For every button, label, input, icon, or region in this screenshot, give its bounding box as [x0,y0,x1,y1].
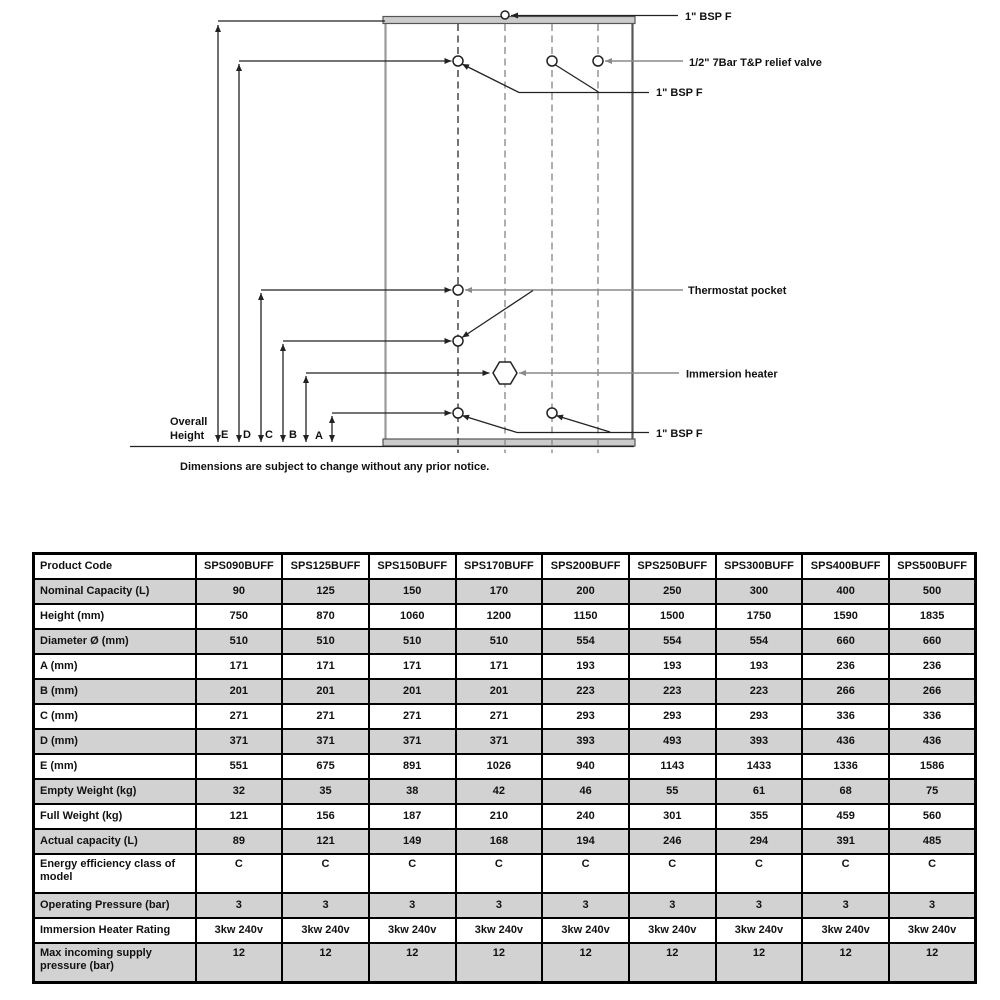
spec-value-cell: 266 [889,679,976,704]
spec-value-cell: 3kw 240v [629,918,716,943]
callout-upper-bsp-label: 1" BSP F [656,87,703,99]
spec-value-cell: 393 [716,729,803,754]
spec-value-cell: 1586 [889,754,976,779]
spec-value-cell: 371 [282,729,369,754]
spec-value-cell: 3kw 240v [369,918,456,943]
spec-value-cell: 1835 [889,604,976,629]
immersion-heater-boss [493,362,517,384]
table-row [34,754,976,779]
spec-value-cell: 3kw 240v [542,918,629,943]
row-label: Energy efficiency class of model [34,854,196,893]
spec-value-cell: 3 [889,893,976,918]
spec-value-cell: 236 [889,654,976,679]
row-label-header: Product Code [34,554,196,580]
spec-value-cell: 510 [282,629,369,654]
spec-value-cell: 271 [196,704,283,729]
column-header: SPS125BUFF [282,554,369,580]
spec-value-cell: 3 [716,893,803,918]
row-label: Immersion Heater Rating [34,918,196,943]
row-label: Operating Pressure (bar) [34,893,196,918]
column-header: SPS500BUFF [889,554,976,580]
overall-height-label-line2: Height [170,430,205,442]
column-header: SPS090BUFF [196,554,283,580]
column-header: SPS300BUFF [716,554,803,580]
spec-value-cell: C [542,854,629,893]
spec-value-cell: 12 [196,943,283,983]
spec-value-cell: 12 [542,943,629,983]
row-label: Empty Weight (kg) [34,779,196,804]
spec-value-cell: 510 [456,629,543,654]
spec-value-cell: 675 [282,754,369,779]
pipe-fitting-circle [547,56,557,66]
spec-value-cell: 170 [456,579,543,604]
spec-value-cell: 32 [196,779,283,804]
spec-value-cell: 3kw 240v [196,918,283,943]
spec-table [32,552,977,984]
spec-value-cell: 660 [889,629,976,654]
spec-value-cell: 3 [456,893,543,918]
spec-value-cell: 46 [542,779,629,804]
table-row [34,679,976,704]
dimensions-disclaimer: Dimensions are subject to change without any prior notice. [180,461,490,473]
spec-value-cell: 485 [889,829,976,854]
table-row [34,779,976,804]
spec-value-cell: 90 [196,579,283,604]
spec-value-cell: 194 [542,829,629,854]
spec-value-cell: 1750 [716,604,803,629]
spec-value-cell: 150 [369,579,456,604]
spec-value-cell: 3kw 240v [456,918,543,943]
spec-value-cell: 294 [716,829,803,854]
spec-value-cell: 393 [542,729,629,754]
pipe-fitting-circle [453,408,463,418]
spec-value-cell: 336 [802,704,889,729]
spec-value-cell: 1336 [802,754,889,779]
row-label: Actual capacity (L) [34,829,196,854]
row-label: A (mm) [34,654,196,679]
spec-value-cell: 3 [282,893,369,918]
spec-value-cell: 68 [802,779,889,804]
dimension-letter-b: B [289,429,297,441]
spec-value-cell: 371 [196,729,283,754]
spec-value-cell: 121 [282,829,369,854]
spec-value-cell: 271 [282,704,369,729]
tank-base [383,439,635,446]
spec-value-cell: 125 [282,579,369,604]
spec-value-cell: 554 [542,629,629,654]
spec-value-cell: 35 [282,779,369,804]
spec-value-cell: 271 [456,704,543,729]
spec-value-cell: 436 [802,729,889,754]
spec-value-cell: 510 [196,629,283,654]
row-label: Max incoming supply pressure (bar) [34,943,196,983]
spec-value-cell: 554 [629,629,716,654]
spec-value-cell: 1060 [369,604,456,629]
pipe-fitting-circle [453,336,463,346]
spec-value-cell: 870 [282,604,369,629]
callout-thermostat-label: Thermostat pocket [688,285,787,297]
spec-value-cell: 400 [802,579,889,604]
column-header: SPS170BUFF [456,554,543,580]
table-row [34,729,976,754]
spec-value-cell: 660 [802,629,889,654]
spec-value-cell: 3 [802,893,889,918]
row-label: D (mm) [34,729,196,754]
spec-value-cell: C [716,854,803,893]
spec-value-cell: 3 [196,893,283,918]
spec-value-cell: C [196,854,283,893]
spec-value-cell: 42 [456,779,543,804]
dimension-lines [218,21,490,442]
spec-value-cell: 266 [802,679,889,704]
spec-value-cell: 293 [629,704,716,729]
spec-value-cell: 1590 [802,604,889,629]
spec-value-cell: 55 [629,779,716,804]
spec-value-cell: 293 [542,704,629,729]
spec-value-cell: 201 [282,679,369,704]
pipe-fitting-circle [547,408,557,418]
spec-value-cell: C [369,854,456,893]
spec-value-cell: 293 [716,704,803,729]
spec-value-cell: 459 [802,804,889,829]
spec-value-cell: 1433 [716,754,803,779]
column-header: SPS250BUFF [629,554,716,580]
spec-value-cell: 940 [542,754,629,779]
pipe-fitting-circle [501,11,509,19]
spec-value-cell: 75 [889,779,976,804]
spec-value-cell: 3kw 240v [889,918,976,943]
spec-value-cell: 1200 [456,604,543,629]
spec-value-cell: 336 [889,704,976,729]
spec-value-cell: 1500 [629,604,716,629]
spec-value-cell: 500 [889,579,976,604]
callout-immersion-label: Immersion heater [686,368,778,381]
callout-top-bsp-label: 1" BSP F [685,11,732,23]
table-row [34,654,976,679]
table-row [34,629,976,654]
spec-value-cell: 200 [542,579,629,604]
spec-value-cell: 1150 [542,604,629,629]
callout-bottom-bsp-label: 1" BSP F [656,428,703,440]
spec-value-cell: 156 [282,804,369,829]
spec-value-cell: 240 [542,804,629,829]
spec-value-cell: 193 [716,654,803,679]
dimension-letter-a: A [315,430,323,442]
table-row [34,704,976,729]
spec-value-cell: 246 [629,829,716,854]
row-label: B (mm) [34,679,196,704]
spec-value-cell: 436 [889,729,976,754]
spec-value-cell: 510 [369,629,456,654]
spec-value-cell: 12 [716,943,803,983]
spec-value-cell: 210 [456,804,543,829]
spec-value-cell: 187 [369,804,456,829]
dimension-letter-e: E [221,429,229,441]
spec-value-cell: 223 [542,679,629,704]
dimension-letter-c: C [265,429,273,441]
row-label: Nominal Capacity (L) [34,579,196,604]
spec-value-cell: 250 [629,579,716,604]
spec-value-cell: 12 [889,943,976,983]
spec-value-cell: 236 [802,654,889,679]
spec-value-cell: 223 [629,679,716,704]
spec-value-cell: 371 [456,729,543,754]
callout-relief-valve-label: 1/2" 7Bar T&P relief valve [689,57,822,69]
spec-value-cell: 61 [716,779,803,804]
spec-value-cell: 1143 [629,754,716,779]
spec-value-cell: 193 [629,654,716,679]
spec-value-cell: 371 [369,729,456,754]
spec-value-cell: 3kw 240v [282,918,369,943]
row-label: E (mm) [34,754,196,779]
spec-value-cell: 201 [369,679,456,704]
spec-value-cell: 201 [456,679,543,704]
spec-value-cell: 560 [889,804,976,829]
column-header: SPS200BUFF [542,554,629,580]
row-label: Full Weight (kg) [34,804,196,829]
spec-value-cell: 193 [542,654,629,679]
spec-value-cell: 12 [629,943,716,983]
table-row [34,829,976,854]
spec-value-cell: 551 [196,754,283,779]
spec-value-cell: C [456,854,543,893]
spec-value-cell: 12 [456,943,543,983]
row-label: Diameter Ø (mm) [34,629,196,654]
spec-value-cell: 300 [716,579,803,604]
table-row [34,804,976,829]
spec-value-cell: 12 [282,943,369,983]
spec-value-cell: 201 [196,679,283,704]
spec-value-cell: 171 [196,654,283,679]
column-header: SPS150BUFF [369,554,456,580]
spec-value-cell: 223 [716,679,803,704]
spec-value-cell: 301 [629,804,716,829]
spec-value-cell: 355 [716,804,803,829]
spec-value-cell: 391 [802,829,889,854]
spec-value-cell: 3 [629,893,716,918]
spec-value-cell: C [802,854,889,893]
row-label: Height (mm) [34,604,196,629]
table-row [34,893,976,918]
pipe-fitting-circle [593,56,603,66]
dimension-letter-d: D [243,429,251,441]
spec-value-cell: 3kw 240v [802,918,889,943]
spec-value-cell: 38 [369,779,456,804]
spec-value-cell: C [282,854,369,893]
table-row [34,943,976,983]
spec-value-cell: 171 [369,654,456,679]
spec-value-cell: 89 [196,829,283,854]
spec-value-cell: C [889,854,976,893]
spec-value-cell: 1026 [456,754,543,779]
spec-value-cell: 171 [456,654,543,679]
spec-value-cell: 121 [196,804,283,829]
spec-value-cell: 271 [369,704,456,729]
spec-value-cell: 12 [369,943,456,983]
spec-value-cell: 3kw 240v [716,918,803,943]
spec-value-cell: 168 [456,829,543,854]
row-label: C (mm) [34,704,196,729]
spec-value-cell: 891 [369,754,456,779]
overall-height-label-line1: Overall [170,416,208,428]
table-header-row [34,554,976,580]
spec-value-cell: 171 [282,654,369,679]
pipe-fitting-circle [453,56,463,66]
fitting-centre-lines [458,24,598,453]
spec-value-cell: 12 [802,943,889,983]
table-row [34,918,976,943]
pipe-fitting-circle [453,285,463,295]
spec-value-cell: 3 [542,893,629,918]
spec-value-cell: 3 [369,893,456,918]
spec-value-cell: 750 [196,604,283,629]
table-row [34,854,976,893]
pipe-fittings [453,11,603,418]
table-row [34,604,976,629]
column-header: SPS400BUFF [802,554,889,580]
spec-value-cell: 493 [629,729,716,754]
spec-value-cell: C [629,854,716,893]
spec-value-cell: 554 [716,629,803,654]
spec-value-cell: 149 [369,829,456,854]
table-row [34,579,976,604]
